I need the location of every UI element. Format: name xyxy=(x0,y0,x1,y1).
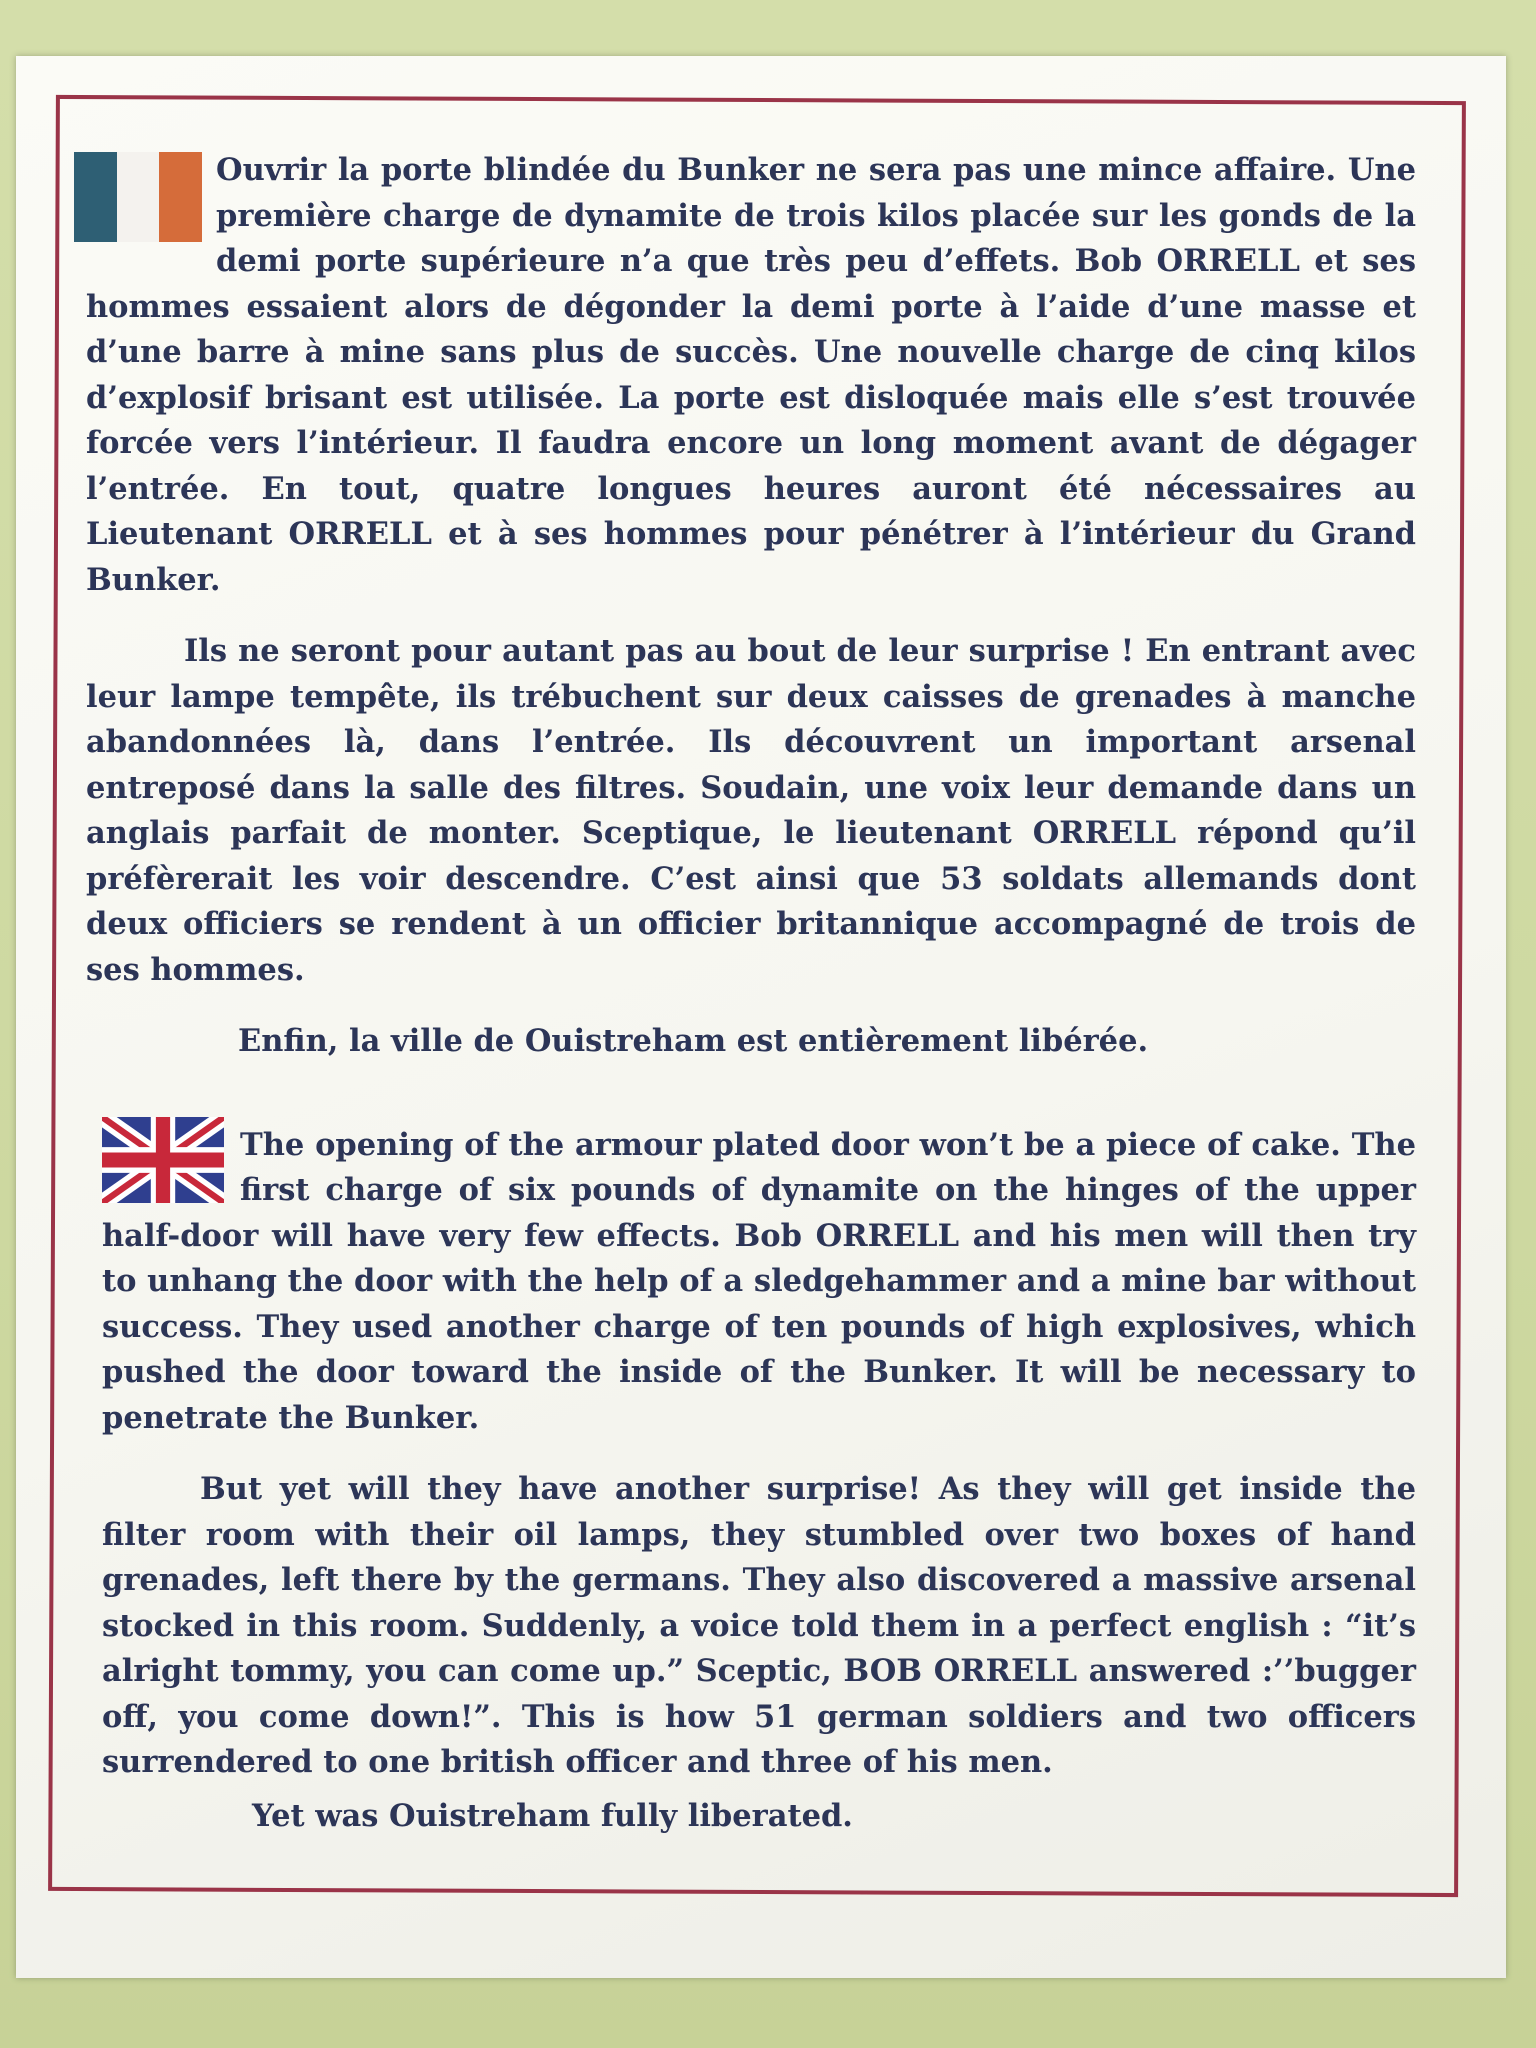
french-section xyxy=(86,100,1416,1065)
english-closing-line: Yet was Ouistreham fully liberated. xyxy=(252,1797,853,1834)
union-jack-icon xyxy=(102,1117,224,1203)
french-paragraph-1: Ouvrir la porte blindée du Bunker ne sera pas une mince affaire. Une première charge de dynamite de trois kilos placée sur les gonds de la demi porte supérieure n’a que très peu d’effets. Bob ORRELL et ses hommes essaient alors de dégonder la demi porte à l’aide d’une masse et d’une barre à mine sans plus de succès. Une nouvelle charge de cinq kilos d’explosif brisant est utilisée. La porte est disloquée mais elle s’est trouvée forcée vers l’intérieur. Il faudra encore un long moment avant de dégager l’entrée. En tout, quatre longues heures auront été nécessaires au Lieutenant ORRELL et à ses hommes pour pénétrer à l’intérieur du Grand Bunker. xyxy=(86,152,1416,598)
french-flag-icon xyxy=(74,152,202,242)
french-paragraph-2: Ils ne seront pour autant pas au bout de leur surprise ! En entrant avec leur lampe tempête, ils trébuchent sur deux caisses de grenades à manche abandonnées là, dans l’entrée. Ils découvrent un important arsenal entreposé dans la salle des filtres. Soudain, une voix leur demande dans un anglais parfait de monter. Sceptique, le lieutenant ORRELL répond qu’il préfèrerait les voir descendre. C’est ainsi que 53 soldats allemands dont deux officiers se rendent à un officier britannique accompagné de trois de ses hommes. xyxy=(86,633,1416,988)
notice-content xyxy=(86,100,1416,1839)
english-section xyxy=(86,1077,1416,1840)
english-paragraph-1: The opening of the armour plated door won’t be a piece of cake. The first charge of six pounds of dynamite on the hinges of the upper half-door will have very few effects. Bob ORRELL and his men will then try to unhang the door with the help of a sledgehammer and a mine bar without success. They used another charge of ten pounds of high explosives, which pushed the door toward the inside of the Bunker. It will be necessary to penetrate the Bunker. xyxy=(102,1126,1416,1436)
english-paragraph-2: But yet will they have another surprise! As they will get inside the filter room with their oil lamps, they stumbled over two boxes of hand grenades, left there by the germans. They also discovered a massive arsenal stocked in this room. Suddenly, a voice told them in a perfect english : “it’s alright tommy, you can come up.” Sceptic, BOB ORRELL answered :’’bugger off, you come down!”. This is how 51 german soldiers and two officers surrendered to one british officer and three of his men. xyxy=(102,1471,1416,1780)
french-closing-line: Enfin, la ville de Ouistreham est entièrement libérée. xyxy=(238,1023,1149,1059)
